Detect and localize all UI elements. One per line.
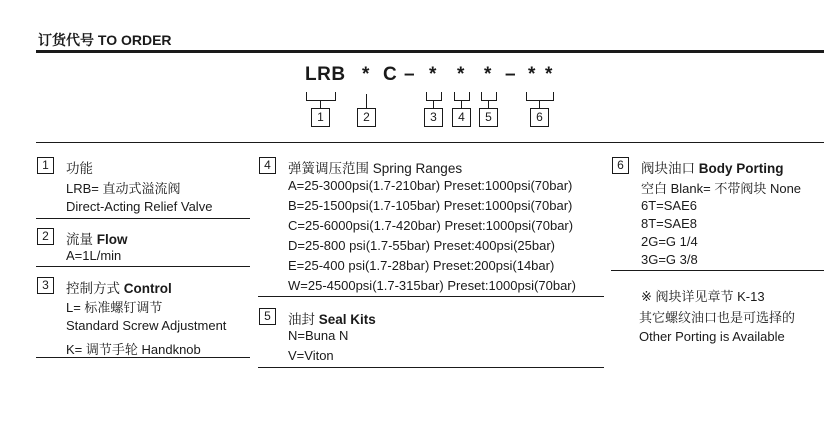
code-box-6: 6 — [530, 108, 549, 127]
code-box-5: 5 — [479, 108, 498, 127]
code-box-1: 1 — [311, 108, 330, 127]
order-code-star-2: * — [362, 64, 370, 85]
section-6-title-en: Body Porting — [698, 161, 784, 176]
page-title: 订货代号 TO ORDER — [38, 32, 172, 48]
porting-note-3: Other Porting is Available — [639, 329, 785, 344]
section-2-number: 2 — [37, 228, 54, 245]
section-1-heading — [66, 157, 93, 177]
function-line-1: LRB= 直动式溢流阀 — [66, 181, 181, 196]
section-6-rule — [611, 270, 824, 271]
order-code-star-3: * — [429, 64, 437, 85]
porting-note-2: 其它螺纹油口也是可选择的 — [639, 310, 796, 325]
bracket-6 — [526, 92, 554, 101]
stem-2 — [366, 94, 367, 108]
section-1-rule — [36, 218, 250, 219]
section-5-rule — [258, 367, 604, 368]
order-code-dash-2: – — [505, 64, 517, 85]
code-box-3: 3 — [424, 108, 443, 127]
section-5-title-en: Seal Kits — [318, 312, 376, 327]
porting-note-1: ※ 阀块详见章节 K-13 — [641, 289, 765, 304]
porting-line-6t: 6T=SAE6 — [641, 198, 698, 213]
section-6-heading — [641, 157, 784, 177]
stem-5 — [488, 101, 489, 108]
stem-1 — [320, 101, 321, 108]
bracket-3 — [426, 92, 442, 101]
control-line-2: Standard Screw Adjustment — [66, 318, 227, 333]
order-code-star-6b: * — [545, 64, 553, 85]
order-code-dash-1: – — [404, 64, 416, 85]
section-3-title-en: Control — [123, 281, 172, 296]
section-6-title-cn: 阀块油口 — [641, 161, 695, 176]
section-4-rule — [258, 296, 604, 297]
order-code-prefix: LRB — [305, 64, 346, 85]
section-5-number: 5 — [259, 308, 276, 325]
spring-line-d: D=25-800 psi(1.7-55bar) Preset:400psi(25bar) — [288, 238, 556, 253]
section-2-title-cn: 流量 — [66, 232, 93, 247]
spring-line-e: E=25-400 psi(1.7-28bar) Preset:200psi(14bar) — [288, 258, 555, 273]
section-5-title-cn: 油封 — [288, 312, 315, 327]
porting-line-8t: 8T=SAE8 — [641, 216, 698, 231]
control-line-1: L= 标准螺钉调节 — [66, 300, 163, 315]
section-4-title-en: Spring Ranges — [372, 161, 463, 176]
bracket-5 — [481, 92, 497, 101]
spring-line-a: A=25-3000psi(1.7-210bar) Preset:1000psi(70bar) — [288, 178, 573, 193]
porting-line-2g: 2G=G 1/4 — [641, 234, 698, 249]
section-2-rule — [36, 266, 250, 267]
seal-line-1: N=Buna N — [288, 328, 349, 343]
order-code-star-6a: * — [528, 64, 536, 85]
spring-line-c: C=25-6000psi(1.7-420bar) Preset:1000psi(70bar) — [288, 218, 574, 233]
section-1-title-cn: 功能 — [66, 161, 93, 176]
code-box-2: 2 — [357, 108, 376, 127]
stem-3 — [433, 101, 434, 108]
section-3-number: 3 — [37, 277, 54, 294]
section-6-number: 6 — [612, 157, 629, 174]
bracket-1 — [306, 92, 336, 101]
order-code-letter-c: C — [383, 64, 398, 85]
porting-line-3g: 3G=G 3/8 — [641, 252, 698, 267]
spring-line-w: W=25-4500psi(1.7-315bar) Preset:1000psi(70bar) — [288, 278, 576, 293]
stem-6 — [539, 101, 540, 108]
function-line-2: Direct-Acting Relief Valve — [66, 199, 213, 214]
section-2-title-en: Flow — [96, 232, 128, 247]
section-3-rule — [36, 357, 250, 358]
flow-line-1: A=1L/min — [66, 248, 122, 263]
section-2-heading — [66, 228, 128, 248]
section-3-heading — [66, 277, 172, 297]
order-code-star-5: * — [484, 64, 492, 85]
order-code-star-4: * — [457, 64, 465, 85]
section-4-heading — [288, 157, 462, 177]
section-4-number: 4 — [259, 157, 276, 174]
code-box-4: 4 — [452, 108, 471, 127]
title-rule — [36, 50, 824, 53]
porting-line-blank: 空白 Blank= 不带阀块 None — [641, 181, 802, 196]
seal-line-2: V=Viton — [288, 348, 334, 363]
code-rule — [36, 142, 824, 143]
section-5-heading — [288, 308, 376, 328]
section-3-title-cn: 控制方式 — [66, 281, 120, 296]
control-line-3: K= 调节手轮 Handknob — [66, 342, 201, 357]
stem-4 — [461, 101, 462, 108]
section-4-title-cn: 弹簧调压范围 — [288, 161, 369, 176]
spring-line-b: B=25-1500psi(1.7-105bar) Preset:1000psi(70bar) — [288, 198, 573, 213]
bracket-4 — [454, 92, 470, 101]
section-1-number: 1 — [37, 157, 54, 174]
